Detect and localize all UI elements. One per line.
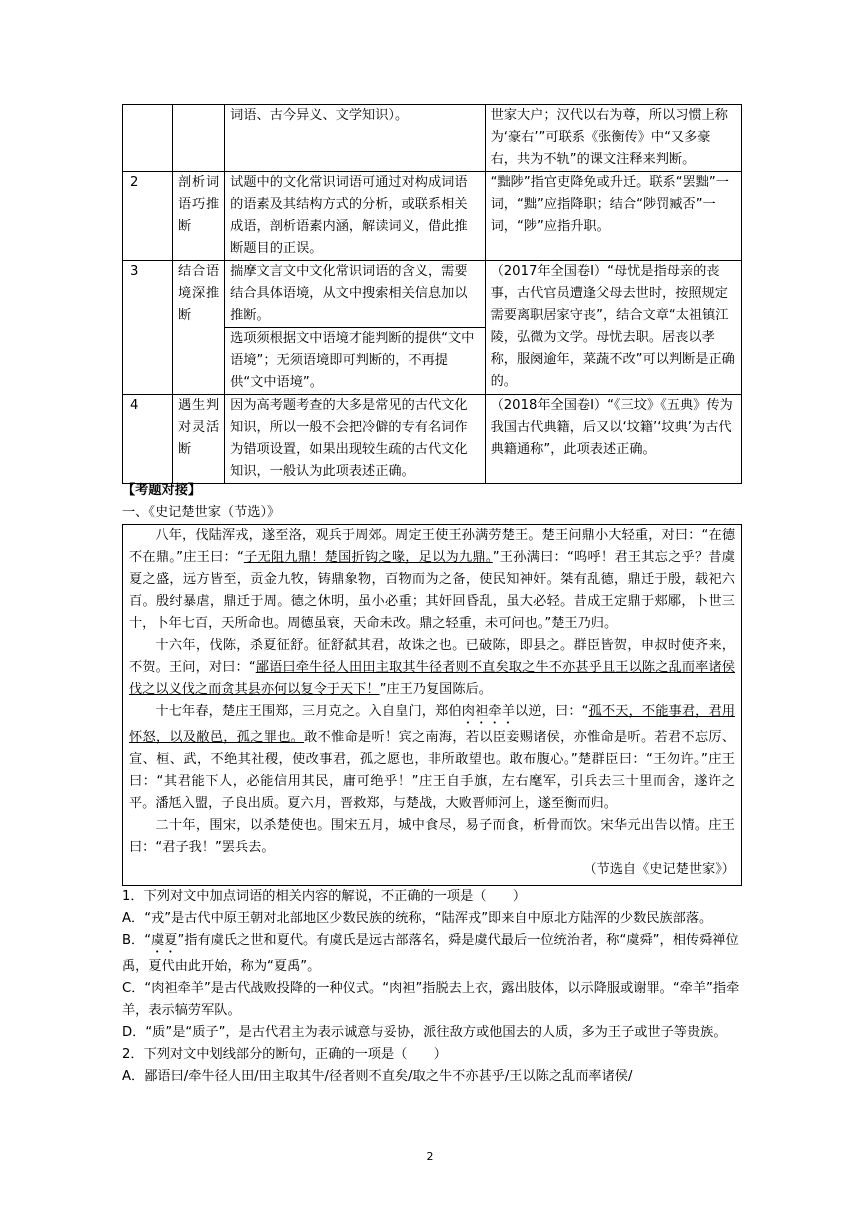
row-number: 2: [123, 172, 173, 261]
passage-source: （节选自《史记楚世家》）: [583, 862, 735, 877]
underlined-sentence: 孤不天，不能事君，君用怀怒，以及敝邑，孤之罪也。: [129, 704, 736, 745]
option-a: A．“戎”是古代中原王朝对北部地区少数民族的统称，“陆浑戎”即来自中原北方陆浑的少数民族部落。: [122, 911, 713, 926]
method-description: 试题中的文化常识词语可通过对构成词语的语素及其结构方式的分析，或联系相关成语，剖析语素内涵，解读词义，借此推断题目的正误。: [225, 172, 485, 261]
method-description: 揣摩文言文中文化常识词语的含义，需要结合具体语境，从文中搜索相关信息加以推断。: [225, 261, 485, 328]
method-example: （2017年全国卷Ⅰ）“母忧是指母亲的丧事，古代官员遭逢父母去世时，按照规定需要离职居家守丧”，结合文章“太祖镇江陵，弘微为文学。母忧去职。居丧以孝称，服阕逾年，菜蔬不改”可以判断是正确的。: [485, 261, 741, 395]
passage-box: [122, 524, 742, 886]
option-c: C．“肉袒牵羊”是古代战败投降的一种仪式。“肉袒”指脱去上衣，露出肢体，以示降服或谢罪。“牵羊”指牵羊，表示犒劳军队。: [122, 981, 740, 1018]
method-description: 词语、古今异义、文学知识）。: [225, 105, 485, 172]
method-name: 剖析词语巧推断: [173, 172, 225, 261]
paragraph-text: ”庄王乃复国陈后。: [379, 682, 492, 697]
paragraph-text: 敢不惟命是听！宾之南海，若以臣妾赐诸侯，亦惟命是听。若君不忘厉、宣、桓、武，不绝其社稷，使改事君，孤之愿也，非所敢望也。敢布腹心。”楚群臣曰：“王勿许。”庄王曰：“其君能下人，必能信用其民，庸可绝乎！”庄王自手旗，左右麾军，引兵去三十里而舍，遂许之平。潘尪入盟，子良出质。夏六月，晋救郑，与楚战，大败晋师河上，遂至衡而归。: [129, 730, 736, 811]
underlined-sentence: 子无阻九鼎！楚国折钩之喙，足以为九鼎。: [243, 550, 493, 565]
underlined-sentence: 鄙语曰牵牛径人田田主取其牛径者则不直矣取之牛不亦甚乎且王以陈之乱而率诸侯伐之以义伐之而贪其县亦何以复令于天下！: [129, 660, 735, 697]
method-name: 结合语境深推断: [173, 261, 225, 395]
option-text: ”指有虞氏之世和夏代。有虞氏是远古部落名，舜是虞代最后一位统治者，称“虞舜”，相传舜禅位禹，夏代由此开始，称为“夏禹”。: [122, 933, 739, 974]
passage-paragraph: [129, 701, 735, 815]
passage-paragraph: 二十年，围宋，以杀楚使也。围宋五月，城中食尽，易子而食，析骨而饮。宋华元出告以情。庄王曰：“君子我！”罢兵去。: [129, 818, 735, 855]
option-b: [122, 930, 742, 978]
question-stem: 1．下列对文中加点词语的相关内容的解说，不正确的一项是（ ）: [122, 889, 527, 904]
method-example: （2018年全国卷Ⅰ）“《三坟》《五典》传为我国古代典籍，后又以‘坟籍’‘坟典’为古代典籍通称”，此项表述正确。: [485, 395, 741, 484]
table-row: [123, 395, 742, 484]
paragraph-text: 以逆，曰：“: [515, 704, 589, 719]
option-d: D．“质”是“质子”，是古代君主为表示诚意与妥协，派往敌方或他国去的人质，多为王子或世子等贵族。: [122, 1025, 727, 1040]
methods-table: [122, 104, 742, 484]
passage-paragraph: [129, 525, 735, 635]
paragraph-text: 十七年春，楚庄王围郑，三月克之。入自皇门，郑伯: [155, 704, 462, 719]
paragraph-text: ”王孙满曰：“呜呼！君王其忘之乎？昔虞夏之盛，远方皆至，贡金九牧，铸鼎象物，百物而为之备，使民知神奸。桀有乱德，鼎迁于殷，载祀六百。殷纣暴虐，鼎迁于周。德之休明，虽小必重；其奸回昏乱，虽大必轻。昔成王定鼎于郏鄏，卜世三十，卜年七百，天所命也。周德虽衰，天命未改。鼎之轻重，未可问也。”楚王乃归。: [129, 550, 735, 631]
row-number: 3: [123, 261, 173, 395]
row-number: [123, 105, 173, 172]
dotted-term: 肉袒牵羊: [461, 704, 516, 719]
method-description: 选项须根据文中语境才能判断的提供“文中语境”；无须语境即可判断的，不再提供“文中语境”。: [225, 328, 485, 395]
method-description: 因为高考题考查的大多是常见的古代文化知识，所以一般不会把冷僻的专有名词作为错项设置，如果出现较生疏的古代文化知识，一般认为此项表述正确。: [225, 395, 485, 484]
exam-section: [122, 480, 742, 1088]
method-name: 遇生判对灵活断: [173, 395, 225, 484]
method-example: “黜陟”指官吏降免或升迁。联系“罢黜”一词，“黜”应指降职；结合“陟罚臧否”一词，“陟”应指升职。: [485, 172, 741, 261]
option-text: B．“: [122, 933, 152, 948]
paragraph-text: 八年，伐陆浑戎，遂至洛，观兵于周郊。周定王使王孙满劳楚王。楚王问鼎小大轻重，对曰：“在德不在鼎。”庄王曰：“: [129, 528, 735, 565]
dotted-term: 虞夏: [151, 933, 178, 948]
page-number: 2: [426, 1150, 434, 1163]
table-row: [123, 172, 742, 261]
paragraph-text: 十六年，伐陈，杀夏征舒。征舒弑其君，故诛之也。已破陈，即县之。群臣皆贺，申叔时使齐来，不贺。王问，对曰：“: [129, 638, 735, 675]
section-heading: 【考题对接】: [122, 483, 202, 498]
method-example: 世家大户；汉代以右为尊，所以习惯上称为‘豪右’”可联系《张衡传》中“又多豪右，共为不轨”的课文注释来判断。: [485, 105, 741, 172]
table-row: [123, 261, 742, 328]
passage-paragraph: [129, 635, 735, 701]
row-number: 4: [123, 395, 173, 484]
table-row: [123, 105, 742, 172]
question-stem: 2．下列对文中划线部分的断句，正确的一项是（ ）: [122, 1047, 447, 1062]
method-name: [173, 105, 225, 172]
passage-title: 一、《史记楚世家（节选）》: [122, 505, 281, 520]
option-a: A．鄙语曰/牵牛径人田/田主取其牛/径者则不直矣/取之牛不亦甚乎/王以陈之乱而率诸侯/: [122, 1069, 633, 1084]
